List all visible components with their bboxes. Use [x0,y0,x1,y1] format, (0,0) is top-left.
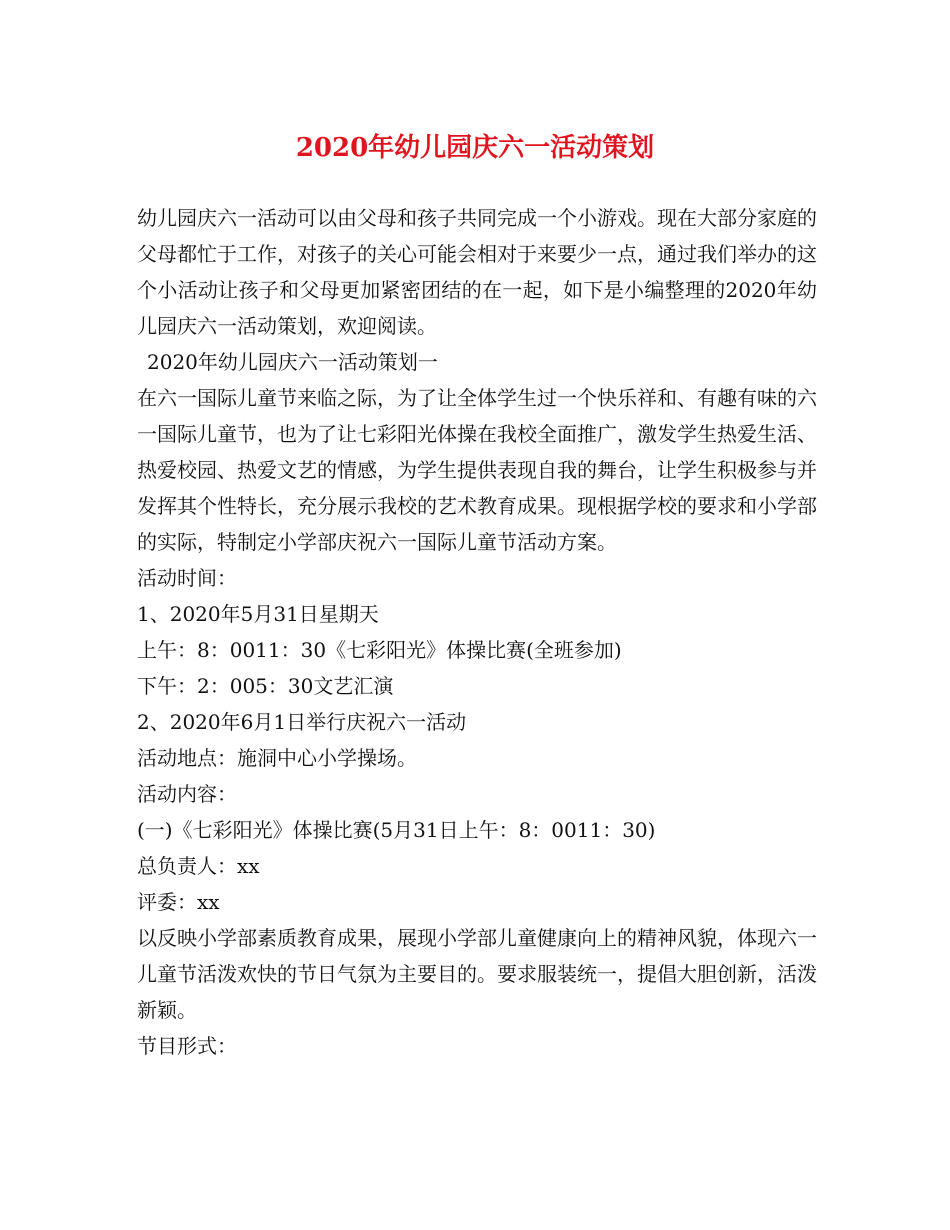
purpose-paragraph: 以反映小学部素质教育成果，展现小学部儿童健康向上的精神风貌，体现六一儿童节活泼欢快的节日气氛为主要目的。要求服装统一，提倡大胆创新，活泼新颖。 [137,926,817,1022]
content-item-1: (一)《七彩阳光》体操比赛(5月31日上午：8：0011：30) [137,818,656,842]
document-body [137,200,817,1064]
section-heading: 2020年幼儿园庆六一活动策划一 [147,350,438,374]
time-item-2: 2、2020年6月1日举行庆祝六一活动 [137,710,467,734]
afternoon-schedule: 下午：2：005：30文艺汇演 [137,674,394,698]
morning-schedule: 上午：8：0011：30《七彩阳光》体操比赛(全班参加) [137,638,622,662]
time-item-1: 1、2020年5月31日星期天 [137,602,379,626]
intro-paragraph: 幼儿园庆六一活动可以由父母和孩子共同完成一个小游戏。现在大部分家庭的父母都忙于工作，对孩子的关心可能会相对于来要少一点，通过我们举办的这个小活动让孩子和父母更加紧密团结的在一起，如下是小编整理的2020年幼儿园庆六一活动策划，欢迎阅读。 [137,206,817,338]
activity-content-label: 活动内容： [137,782,237,806]
document-title: 2020年幼儿园庆六一活动策划 [295,133,655,163]
judges: 评委：xx [137,890,220,914]
background-paragraph: 在六一国际儿童节来临之际，为了让全体学生过一个快乐祥和、有趣有味的六一国际儿童节，也为了让七彩阳光体操在我校全面推广，激发学生热爱生活、热爱校园、热爱文艺的情感，为学生提供表现自我的舞台，让学生积极参与并发挥其个性特长，充分展示我校的艺术教育成果。现根据学校的要求和小学部的实际，特制定小学部庆祝六一国际儿童节活动方案。 [137,386,817,554]
activity-location: 活动地点：施洞中心小学操场。 [137,746,417,770]
activity-time-label: 活动时间： [137,566,237,590]
program-form-label: 节目形式： [137,1034,237,1058]
chief-person: 总负责人：xx [137,854,260,878]
